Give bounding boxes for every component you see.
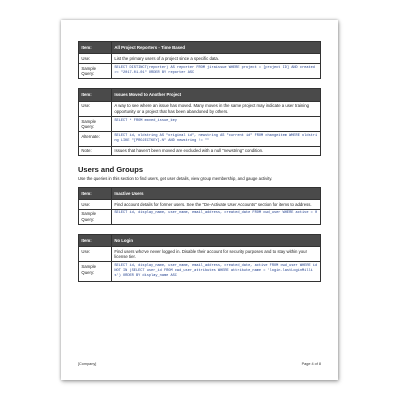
table-row [79, 199, 321, 209]
row-text: Find account details for former users. See the "De-Activate User Accounts" section for items to address. [112, 199, 321, 209]
bottom-tables [78, 187, 321, 282]
row-text: Issues that haven't been moved are excluded with a null "newstring" condition. [112, 146, 321, 156]
sql-query: SELECT id, oldstring AS "original id", newstring AS "current id" FROM changeitem WHERE oldstring LIKE "[PROJECTKEY]-%" AND newstring != "" [112, 132, 321, 146]
table-header-row [79, 187, 321, 199]
table-header-row [79, 42, 321, 54]
table-row [79, 101, 321, 116]
query-table [78, 187, 321, 225]
row-label: Sample Query: [79, 116, 112, 131]
row-label: Alternate: [79, 132, 112, 146]
page-content [78, 41, 321, 291]
row-text: A way to see where an issue has moved. Many moves in the same project may indicate a user training opportunity or a project that has been abandoned by others. [112, 101, 321, 116]
footer-company: [Company] [78, 362, 97, 366]
table-title: Inactive Users [112, 187, 321, 199]
document-page [61, 20, 338, 380]
sql-query: SELECT DISTINCT(reporter) AS reporter FROM jiraissue WHERE project = [project ID] AND created >= "2017-01-01" ORDER BY reporter ASC [112, 64, 321, 79]
table-title: Issues Moved to Another Project [112, 89, 321, 101]
table-row [79, 132, 321, 146]
header-item-label: Item: [79, 42, 112, 54]
row-text: Find users who've never logged in. Disable their account for security purposes and to stay within your license tier. [112, 247, 321, 262]
query-table [78, 234, 321, 282]
table-header-row [79, 234, 321, 246]
header-item-label: Item: [79, 234, 112, 246]
row-label: Sample Query: [79, 262, 112, 281]
table-row [79, 64, 321, 79]
header-item-label: Item: [79, 89, 112, 101]
sql-query: SELECT id, display_name, user_name, email_address, created_date FROM cwd_user WHERE active = 0 [112, 209, 321, 224]
table-row [79, 146, 321, 156]
row-label: Sample Query: [79, 64, 112, 79]
row-text: List the primary users of a project since a specific data. [112, 54, 321, 64]
row-label: Sample Query: [79, 209, 112, 224]
section-title: Users and Groups [78, 165, 144, 175]
table-row [79, 116, 321, 131]
footer-page-number: Page 4 of 8 [301, 362, 321, 366]
row-label: Note: [79, 146, 112, 156]
table-row [79, 209, 321, 224]
table-row [79, 54, 321, 64]
row-label: Use: [79, 247, 112, 262]
sql-query: SELECT * FROM moved_issue_key [112, 116, 321, 131]
table-title: All Project Reporters - Time Based [112, 42, 321, 54]
header-item-label: Item: [79, 187, 112, 199]
table-row [79, 247, 321, 262]
table-header-row [79, 89, 321, 101]
row-label: Use: [79, 101, 112, 116]
table-row [79, 262, 321, 281]
section-intro: Use the queries in this section to find users, get user details, view group membership, and gauge activity. [78, 176, 273, 182]
table-title: No Login [112, 234, 321, 246]
sql-query: SELECT id, display_name, user_name, email_address, created_date, active FROM cwd_user WHERE id NOT IN (SELECT user_id FROM cwd_user_attributes WHERE attribute_name = 'login.lastLoginMillis') ORDER BY display_name ASC [112, 262, 321, 281]
row-label: Use: [79, 54, 112, 64]
query-table [78, 88, 321, 156]
query-table [78, 41, 321, 79]
top-tables [78, 41, 321, 156]
row-label: Use: [79, 199, 112, 209]
